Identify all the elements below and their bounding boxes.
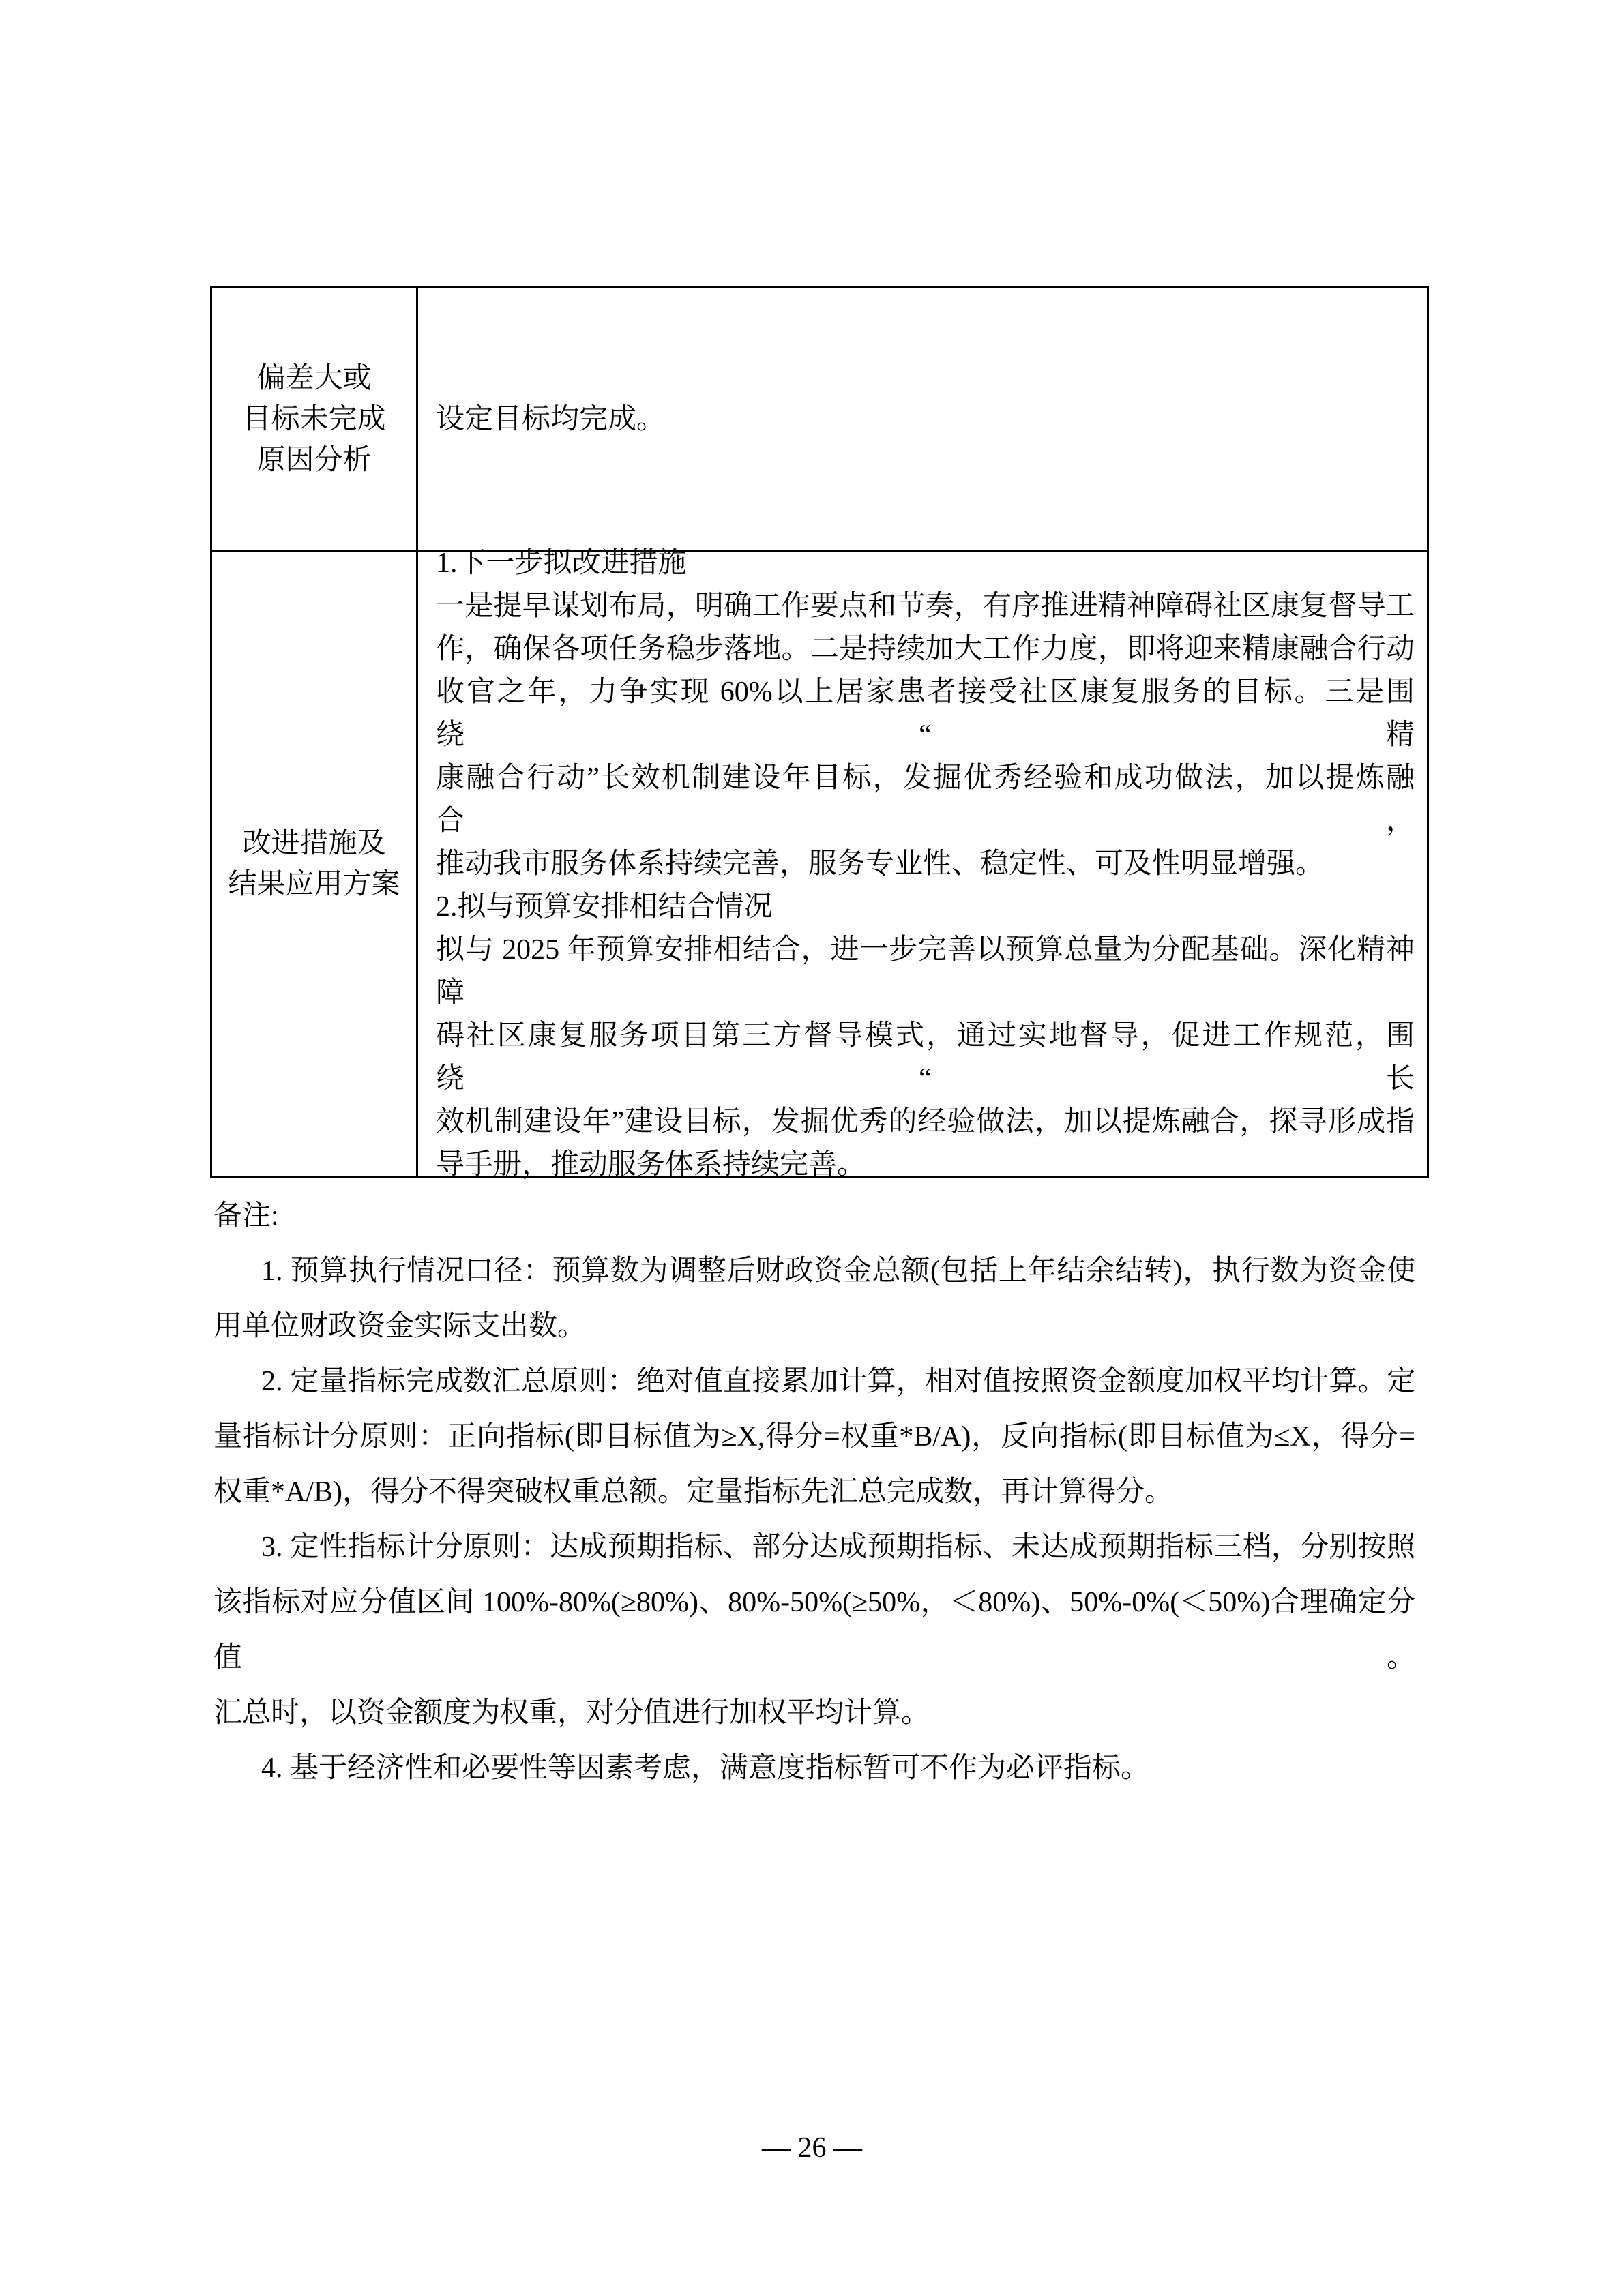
note-text-line: 用单位财政资金实际支出数。 <box>213 1311 587 1342</box>
header-line: 原因分析 <box>256 445 372 476</box>
note-text-line: 量指标计分原则：正向指标(即目标值为≥X,得分=权重*B/A)，反向指标(即目标值为≤X，得分= <box>213 1421 1415 1452</box>
cell-text-line: 设定目标均完成。 <box>436 403 666 435</box>
cell-text-line: 拟与 2025 年预算安排相结合，进一步完善以预算总量为分配基础。深化精神障 <box>436 934 1415 1009</box>
cell-text-line: 一是提早谋划布局，明确工作要点和节奏，有序推进精神障碍社区康复督导工 <box>436 590 1415 622</box>
note-text-line: 1. 预算执行情况口径：预算数为调整后财政资金总额(包括上年结余结转)，执行数为资金使 <box>261 1255 1415 1287</box>
notes-section <box>213 1189 1415 1796</box>
row-header-improvement-measures <box>212 552 418 1176</box>
cell-improvement-measures-content <box>418 547 1427 1180</box>
note-text-line: 2. 定量指标完成数汇总原则：绝对值直接累加计算，相对值按照资金额度加权平均计算。定 <box>261 1366 1415 1397</box>
note-text-line: 4. 基于经济性和必要性等因素考虑，满意度指标暂可不作为必评指标。 <box>261 1753 1150 1784</box>
header-line: 目标未完成 <box>242 404 386 435</box>
cell-text-line: 碍社区康复服务项目第三方督导模式，通过实地督导，促进工作规范，围绕“长 <box>436 1019 1415 1094</box>
notes-body <box>213 1244 1415 1796</box>
header-line: 结果应用方案 <box>228 869 400 900</box>
cell-text-line: 1.下一步拟改进措施 <box>436 547 687 579</box>
note-text-line: 权重*A/B)，得分不得突破权重总额。定量指标先汇总完成数，再计算得分。 <box>213 1476 1174 1508</box>
table-row-deviation-analysis <box>212 288 1427 552</box>
performance-evaluation-table <box>210 286 1429 1178</box>
cell-text-line: 收官之年，力争实现 60%以上居家患者接受社区康复服务的目标。三是围绕“精 <box>436 676 1415 751</box>
header-line: 偏差大或 <box>256 363 372 394</box>
table-row-improvement-measures <box>212 547 1427 1180</box>
cell-deviation-analysis-content <box>418 288 1427 550</box>
row-header-deviation-analysis <box>212 288 418 550</box>
cell-text-line: 康融合行动”长效机制建设年目标，发掘优秀经验和成功做法，加以提炼融合， <box>436 762 1415 837</box>
page-number: — 26 — <box>762 2132 862 2164</box>
note-text-line: 汇总时，以资金额度为权重，对分值进行加权平均计算。 <box>213 1697 930 1729</box>
note-text-line: 3. 定性指标计分原则：达成预期指标、部分达成预期指标、未达成预期指标三档，分别按照 <box>261 1532 1415 1563</box>
cell-text-line: 导手册，推动服务体系持续完善。 <box>436 1148 866 1180</box>
cell-text-line: 2.拟与预算安排相结合情况 <box>436 891 773 923</box>
cell-text-line: 作，确保各项任务稳步落地。二是持续加大工作力度，即将迎来精康融合行动 <box>436 633 1415 665</box>
cell-text-line: 效机制建设年”建设目标，发掘优秀的经验做法，加以提炼融合，探寻形成指 <box>436 1105 1415 1137</box>
note-text-line: 该指标对应分值区间 100%-80%(≥80%)、80%-50%(≥50%，＜80%)、50%-0%(＜50%)合理确定分值。 <box>213 1587 1415 1673</box>
notes-label: 备注: <box>213 1200 279 1232</box>
cell-text-line: 推动我市服务体系持续完善，服务专业性、稳定性、可及性明显增强。 <box>436 848 1325 880</box>
header-line: 改进措施及 <box>242 828 386 859</box>
